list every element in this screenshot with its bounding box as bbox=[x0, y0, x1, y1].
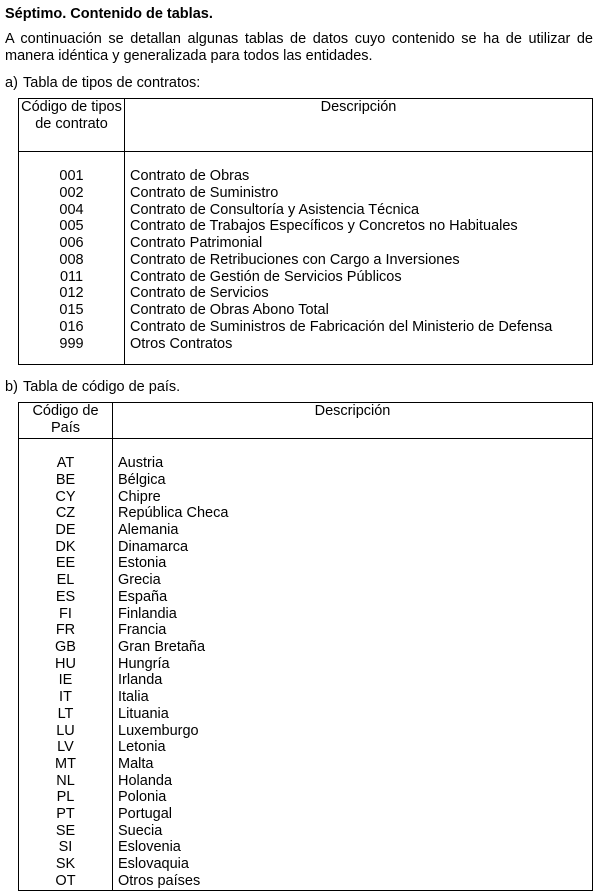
code-cell: 005 bbox=[19, 218, 125, 235]
code-cell: FI bbox=[19, 606, 113, 623]
code-cell: SK bbox=[19, 856, 113, 873]
country-codes-body bbox=[19, 439, 593, 890]
description-cell: Estonia bbox=[113, 555, 593, 572]
code-cell: 012 bbox=[19, 285, 125, 302]
table-row bbox=[19, 455, 593, 472]
intro-paragraph: A continuación se detallan algunas tablas de datos cuyo contenido se ha de utilizar de manera idéntica y generalizada para todos las entidades. bbox=[5, 31, 593, 64]
section-a-letter: a) bbox=[5, 75, 18, 91]
table-row bbox=[19, 689, 593, 706]
code-cell: SI bbox=[19, 839, 113, 856]
description-cell: Alemania bbox=[113, 522, 593, 539]
description-cell: Irlanda bbox=[113, 672, 593, 689]
section-b-letter: b) bbox=[5, 379, 18, 396]
description-cell: Portugal bbox=[113, 806, 593, 823]
description-cell: Lituania bbox=[113, 706, 593, 723]
table-row bbox=[19, 218, 593, 235]
description-cell: Contrato de Suministros de Fabricación del Ministerio de Defensa bbox=[125, 319, 593, 336]
code-cell: CZ bbox=[19, 505, 113, 522]
table-row bbox=[19, 472, 593, 489]
description-cell: Luxemburgo bbox=[113, 723, 593, 740]
table-row bbox=[19, 756, 593, 773]
description-cell: Contrato de Servicios bbox=[125, 285, 593, 302]
table-row bbox=[19, 302, 593, 319]
section-heading: Séptimo. Contenido de tablas. bbox=[5, 6, 213, 22]
table-row bbox=[19, 589, 593, 606]
code-cell: GB bbox=[19, 639, 113, 656]
code-cell: LU bbox=[19, 723, 113, 740]
table-row bbox=[19, 639, 593, 656]
code-cell: 999 bbox=[19, 336, 125, 353]
table-row bbox=[19, 202, 593, 219]
code-cell: DE bbox=[19, 522, 113, 539]
table-header-row bbox=[19, 403, 593, 439]
table-row bbox=[19, 873, 593, 890]
code-cell: 002 bbox=[19, 185, 125, 202]
table-row bbox=[19, 319, 593, 336]
code-cell: IE bbox=[19, 672, 113, 689]
code-cell: FR bbox=[19, 622, 113, 639]
description-cell: Austria bbox=[113, 455, 593, 472]
table-row bbox=[19, 505, 593, 522]
description-cell: España bbox=[113, 589, 593, 606]
description-cell: Contrato de Trabajos Específicos y Concretos no Habituales bbox=[125, 218, 593, 235]
code-cell: 006 bbox=[19, 235, 125, 252]
description-cell: Suecia bbox=[113, 823, 593, 840]
column-header-description: Descripción bbox=[113, 403, 593, 439]
code-cell: BE bbox=[19, 472, 113, 489]
code-cell: OT bbox=[19, 873, 113, 890]
code-cell: MT bbox=[19, 756, 113, 773]
column-header-description: Descripción bbox=[125, 99, 593, 152]
table-row bbox=[19, 168, 593, 185]
table-row bbox=[19, 336, 593, 353]
description-cell: Contrato de Consultoría y Asistencia Técnica bbox=[125, 202, 593, 219]
code-cell: PT bbox=[19, 806, 113, 823]
description-cell: Eslovenia bbox=[113, 839, 593, 856]
code-cell: EL bbox=[19, 572, 113, 589]
description-cell: Letonia bbox=[113, 739, 593, 756]
section-a-title: Tabla de tipos de contratos: bbox=[23, 75, 201, 91]
description-cell: Holanda bbox=[113, 773, 593, 790]
description-cell: Contrato de Suministro bbox=[125, 185, 593, 202]
table-row bbox=[19, 823, 593, 840]
code-cell: 011 bbox=[19, 269, 125, 286]
table-row bbox=[19, 285, 593, 302]
table-row bbox=[19, 555, 593, 572]
table-row bbox=[19, 806, 593, 823]
code-cell: NL bbox=[19, 773, 113, 790]
code-cell: HU bbox=[19, 656, 113, 673]
description-cell: Contrato de Obras bbox=[125, 168, 593, 185]
code-cell: EE bbox=[19, 555, 113, 572]
description-cell: Grecia bbox=[113, 572, 593, 589]
column-header-code: Código de País bbox=[19, 403, 113, 439]
table-row bbox=[19, 572, 593, 589]
description-cell: Dinamarca bbox=[113, 539, 593, 556]
code-cell: DK bbox=[19, 539, 113, 556]
description-cell: Hungría bbox=[113, 656, 593, 673]
table-row bbox=[19, 269, 593, 286]
code-cell: 015 bbox=[19, 302, 125, 319]
table-row bbox=[19, 235, 593, 252]
contract-types-table bbox=[18, 98, 593, 365]
code-cell: LV bbox=[19, 739, 113, 756]
description-cell: Finlandia bbox=[113, 606, 593, 623]
description-cell: Contrato de Obras Abono Total bbox=[125, 302, 593, 319]
code-cell: AT bbox=[19, 455, 113, 472]
code-cell: 004 bbox=[19, 202, 125, 219]
description-cell: Contrato Patrimonial bbox=[125, 235, 593, 252]
code-cell: CY bbox=[19, 489, 113, 506]
table-row bbox=[19, 656, 593, 673]
code-cell: SE bbox=[19, 823, 113, 840]
description-cell: Francia bbox=[113, 622, 593, 639]
description-cell: Eslovaquia bbox=[113, 856, 593, 873]
contract-types-body bbox=[19, 152, 593, 365]
description-cell: Polonia bbox=[113, 789, 593, 806]
description-cell: Contrato de Gestión de Servicios Públicos bbox=[125, 269, 593, 286]
description-cell: República Checa bbox=[113, 505, 593, 522]
table-row bbox=[19, 185, 593, 202]
table-row bbox=[19, 672, 593, 689]
description-cell: Chipre bbox=[113, 489, 593, 506]
code-cell: 008 bbox=[19, 252, 125, 269]
table-row bbox=[19, 856, 593, 873]
code-cell: IT bbox=[19, 689, 113, 706]
table-row bbox=[19, 622, 593, 639]
table-header-row bbox=[19, 99, 593, 152]
table-row bbox=[19, 489, 593, 506]
code-cell: ES bbox=[19, 589, 113, 606]
code-cell: PL bbox=[19, 789, 113, 806]
table-row bbox=[19, 789, 593, 806]
code-cell: LT bbox=[19, 706, 113, 723]
code-cell: 001 bbox=[19, 168, 125, 185]
table-row bbox=[19, 839, 593, 856]
table-row bbox=[19, 522, 593, 539]
description-cell: Italia bbox=[113, 689, 593, 706]
table-row bbox=[19, 252, 593, 269]
description-cell: Malta bbox=[113, 756, 593, 773]
country-codes-table bbox=[18, 402, 593, 890]
description-cell: Bélgica bbox=[113, 472, 593, 489]
description-cell: Otros Contratos bbox=[125, 336, 593, 353]
table-row bbox=[19, 723, 593, 740]
section-b-title: Tabla de código de país. bbox=[23, 379, 181, 396]
document-page bbox=[5, 6, 593, 891]
description-cell: Gran Bretaña bbox=[113, 639, 593, 656]
section-b-label bbox=[5, 379, 593, 396]
code-cell: 016 bbox=[19, 319, 125, 336]
table-spacer-row bbox=[19, 152, 593, 169]
table-row bbox=[19, 539, 593, 556]
description-cell: Otros países bbox=[113, 873, 593, 890]
column-header-code: Código de tipos de contrato bbox=[19, 99, 125, 152]
table-row bbox=[19, 706, 593, 723]
table-row bbox=[19, 739, 593, 756]
description-cell: Contrato de Retribuciones con Cargo a Inversiones bbox=[125, 252, 593, 269]
table-row bbox=[19, 606, 593, 623]
table-tail-row bbox=[19, 352, 593, 365]
table-row bbox=[19, 773, 593, 790]
table-spacer-row bbox=[19, 439, 593, 456]
section-a-label bbox=[5, 75, 593, 92]
